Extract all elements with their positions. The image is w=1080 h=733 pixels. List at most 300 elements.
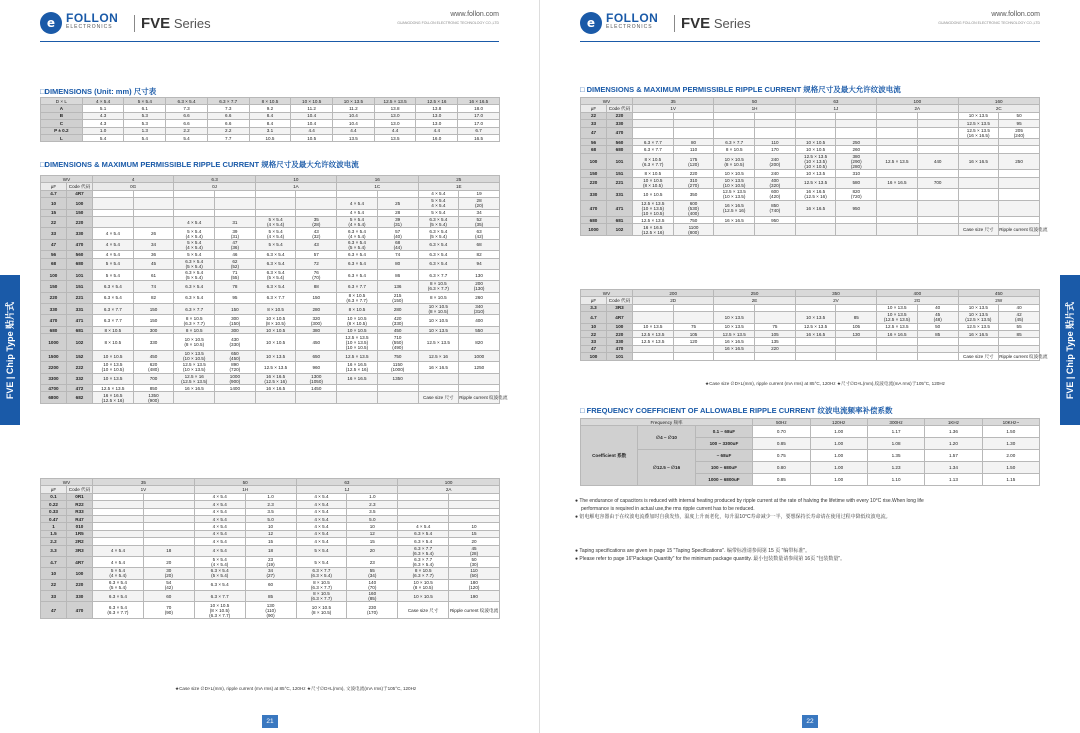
table-cell — [633, 312, 674, 323]
table-cell: 8 × 10.5 — [418, 292, 459, 303]
table-cell: 12.5 × 13.5 — [633, 330, 674, 337]
table-cell: 16 × 16.5 — [174, 385, 215, 392]
right-footnote: ★Case size ∅D×L(mm), ripple current (mA rms) at 85°C, 120Hz ★尺寸∅D×L(mm),纹波电流(mA rms)于105°C, 120Hz — [705, 381, 945, 386]
table-cell: 100 ~ 680uF — [695, 462, 752, 474]
table-cell: 46 — [215, 251, 256, 258]
table-cell: 4 × 5.4 — [296, 530, 347, 537]
brand-name: FOLLON — [66, 11, 119, 25]
voltage-header: 50 — [194, 479, 296, 486]
table-cell: 850 (740) — [755, 200, 796, 217]
table-cell: 6.3 × 5.4 (5 × 5.4) — [418, 228, 459, 239]
table-cell: 1.36 — [925, 426, 982, 438]
table-cell — [398, 515, 449, 522]
table-row — [581, 426, 1040, 438]
table-row — [581, 200, 1040, 217]
table-cell — [133, 216, 174, 227]
table-cell: 7.3 — [207, 105, 249, 112]
table-cell: 88 — [296, 281, 337, 292]
voltage-code: 1V — [633, 105, 714, 112]
table-cell — [133, 198, 174, 209]
table-cell: 43 (32) — [296, 228, 337, 239]
table-cell: 6.3 × 7.7 — [93, 304, 134, 315]
dimensions-table — [40, 97, 500, 142]
table-cell: 6.3 × 5.4 — [337, 251, 378, 258]
table-cell: 16 × 16.5 (12.5 × 16) — [93, 392, 134, 403]
site-url[interactable]: www.follon.com — [450, 11, 499, 18]
table-cell: 7.7 — [207, 134, 249, 141]
table-cell — [143, 501, 194, 508]
table-cell: 1.50 — [982, 426, 1039, 438]
size-label: ∅12.5 ~ ∅16 — [638, 450, 695, 486]
table-cell — [755, 304, 796, 311]
table-cell: 6.3 × 7.7 — [633, 146, 674, 153]
table-cell: 6.3 × 5.4 — [398, 538, 449, 545]
table-cell: 4 × 5.4 — [93, 545, 144, 556]
table-header-row — [581, 419, 1040, 426]
table-cell: 8 × 10.5 (6.3 × 7.7) — [174, 315, 215, 326]
table-cell: 8 × 10.5 (6.3 × 7.7) — [337, 292, 378, 303]
website — [938, 12, 1040, 26]
column-header: 1KHz — [925, 419, 982, 426]
table-cell: 30 (20) — [143, 568, 194, 579]
table-cell: 85 — [245, 591, 296, 602]
table-cell: 8 × 10.5 (6.3 × 7.7) — [398, 568, 449, 579]
voltage-header: 200 — [633, 290, 714, 297]
code-row — [581, 105, 1040, 112]
table-cell: 170 — [755, 146, 796, 153]
table-cell: 8 × 10.5 (6.3 × 7.7) — [418, 281, 459, 292]
table-cell: 62 (52) — [215, 258, 256, 269]
table-cell: 5.0 — [347, 515, 398, 522]
table-cell — [337, 392, 378, 403]
column-header: 6.3 × 5.4 — [166, 98, 208, 105]
table-cell — [418, 373, 459, 384]
table-cell — [337, 190, 378, 197]
table-cell — [143, 538, 194, 545]
table-cell: 1.10 — [867, 474, 924, 486]
table-cell: 136 — [377, 281, 418, 292]
table-cell: 332 — [67, 373, 93, 384]
table-cell: 4.3 — [82, 112, 124, 119]
table-row — [41, 579, 500, 590]
table-cell: 600 (420) — [755, 189, 796, 200]
table-cell: 19 — [459, 190, 500, 197]
table-cell: 5 × 5.4 4 × 5.4 — [418, 198, 459, 209]
table-cell: 36 — [133, 251, 174, 258]
table-cell — [714, 120, 755, 127]
table-cell: 10.5 — [249, 134, 291, 141]
table-row — [581, 345, 1040, 352]
voltage-header: 450 — [958, 290, 1040, 297]
table-cell: 4.7 — [41, 190, 67, 197]
table-cell: 16 × 16.5 — [337, 373, 378, 384]
table-row — [41, 530, 500, 537]
table-cell: L — [41, 134, 83, 141]
table-cell: 1.30 — [982, 438, 1039, 450]
table-cell: 1.57 — [925, 450, 982, 462]
table-cell: 20 — [143, 556, 194, 567]
table-cell: 16 × 16.5 — [958, 330, 999, 337]
table-cell: 56 — [41, 251, 67, 258]
code-label: Code 代码 — [607, 105, 633, 112]
table-cell: 1.00 — [810, 426, 867, 438]
code-row — [41, 486, 500, 493]
voltage-code: 1H — [714, 105, 795, 112]
note-1b: performance is required in actual use,the rms ripple current has to be reduced. — [581, 506, 755, 512]
table-cell: 75 — [755, 323, 796, 330]
table-cell — [633, 353, 674, 360]
table-cell — [255, 209, 296, 216]
table-cell: 120 — [673, 338, 714, 345]
table-cell: 68 (44) — [377, 239, 418, 250]
column-header: 120Hz — [810, 419, 867, 426]
table-cell: Ripple current 纹波电流 — [449, 602, 500, 619]
table-cell: 85 — [836, 312, 877, 323]
table-row — [41, 556, 500, 567]
table-row — [41, 392, 500, 403]
table-cell: 6.3 × 5.4 — [93, 281, 134, 292]
table-row — [41, 568, 500, 579]
wv-label: WV — [581, 290, 633, 297]
table-cell: 8 × 10.5 — [93, 334, 134, 351]
table-cell: 35 (28) — [296, 216, 337, 227]
table-row — [581, 153, 1040, 170]
table-cell: 220 — [581, 177, 607, 188]
table-cell: 1.50 — [982, 462, 1039, 474]
table-cell: 16.0 — [416, 134, 458, 141]
table-row — [41, 315, 500, 326]
table-row — [581, 338, 1040, 345]
table-row — [41, 209, 500, 216]
column-header: 8 × 10.5 — [249, 98, 291, 105]
table-cell: 10 × 13.5 (10 × 10.5) — [174, 350, 215, 361]
table-cell: 5.4 — [166, 134, 208, 141]
table-cell: 10 — [41, 198, 67, 209]
table-cell: 0R1 — [67, 493, 93, 500]
table-cell — [795, 120, 836, 127]
table-row — [41, 228, 500, 239]
table-cell — [877, 200, 918, 217]
table-cell: 10 × 13.5 — [93, 373, 134, 384]
table-cell: 330 — [607, 338, 633, 345]
table-cell: 16 × 16.5 — [795, 330, 836, 337]
voltage-header: 100 — [398, 479, 500, 486]
ripple-table-high-voltage — [40, 478, 500, 619]
table-cell: 4.7 — [581, 312, 607, 323]
table-cell: 34 (27) — [245, 568, 296, 579]
table-cell: 39 (31) — [377, 216, 418, 227]
table-cell: 1.08 — [867, 438, 924, 450]
table-cell: 3.5 — [245, 508, 296, 515]
table-cell: 8.4 — [249, 120, 291, 127]
table-cell — [999, 217, 1040, 224]
table-cell: 42 (45) — [999, 312, 1040, 323]
table-cell: 1.35 — [867, 450, 924, 462]
table-cell — [999, 345, 1040, 352]
table-cell — [795, 112, 836, 119]
column-header: 16 × 16.5 — [458, 98, 500, 105]
table-cell — [449, 493, 500, 500]
table-cell: 1000 — [41, 334, 67, 351]
table-cell: 10 × 10.5 — [418, 315, 459, 326]
table-cell: 6.3 × 5.4 — [194, 579, 245, 590]
table-cell: 47 — [41, 239, 67, 250]
table-cell: 150 — [67, 209, 93, 216]
table-cell — [714, 304, 755, 311]
side-tab-label: FVE | Chip Type 贴片式 — [1065, 301, 1076, 399]
table-cell: 12 — [347, 530, 398, 537]
table-cell: 10 × 10.5 — [633, 189, 674, 200]
table-row — [581, 112, 1040, 119]
table-cell: 74 — [377, 251, 418, 258]
table-cell: 4 × 5.4 — [194, 501, 245, 508]
table-cell — [143, 493, 194, 500]
table-cell: 16 × 16.5 (12.5 × 16) — [795, 189, 836, 200]
voltage-code: 2E — [714, 297, 795, 304]
table-cell: 4.4 — [374, 127, 416, 134]
table-row — [41, 385, 500, 392]
table-cell: 175 (120) — [673, 153, 714, 170]
table-cell: 1350 — [377, 373, 418, 384]
table-cell — [143, 523, 194, 530]
table-cell: 11.2 — [333, 105, 375, 112]
right-ripple-title: □ DIMENSIONS & MAXIMUM PERMISSIBLE RIPPLE CURRENT 规格尺寸及最大允许纹波电流 — [580, 85, 901, 94]
table-cell: 10 × 10.5 (8 × 10.5) (6.3 × 7.7) — [194, 602, 245, 619]
table-cell: 10 × 10.5 (8 × 10.5) — [633, 177, 674, 188]
ripple-table-low-voltage — [40, 175, 508, 404]
table-cell: 70 (90) — [143, 602, 194, 619]
table-cell: 140 (70) — [347, 579, 398, 590]
table-cell: R33 — [67, 508, 93, 515]
table-cell: 5 × 5.4 — [93, 258, 134, 269]
table-cell: 010 — [67, 523, 93, 530]
table-cell: 310 — [836, 170, 877, 177]
voltage-code: 2D — [633, 297, 714, 304]
table-cell: 1000 (900) — [215, 373, 256, 384]
table-cell: 4 × 5.4 — [194, 493, 245, 500]
voltage-header: 25 — [418, 176, 500, 183]
table-cell: 1450 — [296, 385, 337, 392]
table-cell: 0.85 — [753, 474, 810, 486]
company-name: GUANGDONG FOLLON ELECTRONIC TECHNOLOGY CO.,LTD — [938, 21, 1040, 25]
table-cell: 45 — [133, 258, 174, 269]
table-cell: 470 — [67, 239, 93, 250]
table-cell: 12.5 × 13.5 — [877, 323, 918, 330]
table-cell: 6.3 × 5.4 — [93, 292, 134, 303]
table-cell — [999, 338, 1040, 345]
table-cell: 680 — [607, 146, 633, 153]
table-cell: 221 — [607, 177, 633, 188]
wv-label: WV — [41, 176, 93, 183]
table-cell: 150 — [215, 304, 256, 315]
table-cell: 10 × 10.5 — [255, 326, 296, 333]
table-cell — [877, 138, 918, 145]
table-cell: 110 (50) — [449, 568, 500, 579]
uf-label: μF — [581, 297, 607, 304]
table-cell: 450 — [296, 334, 337, 351]
table-cell: 300 — [215, 326, 256, 333]
table-row — [41, 258, 500, 269]
table-cell: 6.3 × 5.4 — [255, 251, 296, 258]
table-cell: 10 × 13.5 — [255, 350, 296, 361]
size-label: ∅4 ~ ∅10 — [638, 426, 695, 450]
table-cell: 4R7 — [607, 312, 633, 323]
table-cell: 300 (150) — [215, 315, 256, 326]
table-cell: 23 (19) — [245, 556, 296, 567]
table-cell: 1500 — [41, 350, 67, 361]
site-url[interactable]: www.follon.com — [991, 11, 1040, 18]
table-cell: P ± 0.2 — [41, 127, 83, 134]
table-cell — [174, 190, 215, 197]
table-cell — [755, 120, 796, 127]
voltage-code: 1J — [795, 105, 876, 112]
table-cell — [917, 345, 958, 352]
column-header: 10 × 13.5 — [333, 98, 375, 105]
table-cell: 13.5 — [374, 134, 416, 141]
table-cell: 0.22 — [41, 501, 67, 508]
table-cell: 8 × 10.5 — [337, 304, 378, 315]
table-cell: 750 — [377, 350, 418, 361]
table-cell — [449, 508, 500, 515]
table-cell: 2.2 — [207, 127, 249, 134]
table-cell: 80 — [673, 138, 714, 145]
table-cell: 40 — [917, 304, 958, 311]
table-cell: 10 × 10.5 (8 × 10.5) — [255, 315, 296, 326]
table-cell: 13.0 — [416, 112, 458, 119]
table-cell — [633, 304, 674, 311]
table-cell: 13.0 — [416, 120, 458, 127]
table-cell: 101 — [607, 353, 633, 360]
table-row — [581, 177, 1040, 188]
table-cell — [143, 530, 194, 537]
table-cell: 50 (30) — [449, 556, 500, 567]
table-cell — [999, 170, 1040, 177]
table-cell: 10 × 10.5 — [795, 138, 836, 145]
table-cell: 25 — [377, 198, 418, 209]
frequency-table — [580, 418, 1040, 486]
table-cell: 80 — [377, 258, 418, 269]
table-cell — [215, 198, 256, 209]
table-cell: 12.5 × 16 — [418, 350, 459, 361]
column-header: 12.5 × 16 — [416, 98, 458, 105]
table-cell — [795, 304, 836, 311]
table-cell: 6.6 — [207, 112, 249, 119]
table-cell: 340 (310) — [459, 304, 500, 315]
table-cell — [917, 138, 958, 145]
table-cell — [398, 501, 449, 508]
table-cell — [133, 190, 174, 197]
table-cell: 380 (290) (280) — [836, 153, 877, 170]
table-cell: 4.4 — [416, 127, 458, 134]
voltage-header: 250 — [714, 290, 795, 297]
table-cell: 1.23 — [867, 462, 924, 474]
table-cell: 682 — [67, 392, 93, 403]
table-cell: 0.70 — [753, 426, 810, 438]
table-cell: 6.3 × 7.7 (6.3 × 5.4) — [398, 556, 449, 567]
table-cell: Ripple current 纹波电流 — [999, 353, 1048, 359]
table-cell: 12.5 × 13.5 — [337, 350, 378, 361]
table-cell: 60 — [143, 591, 194, 602]
table-cell: 820 (720) — [836, 189, 877, 200]
table-cell: 6.3 × 7.7 — [633, 138, 674, 145]
table-cell: 4R7 — [67, 556, 93, 567]
table-cell: 5 × 5.4 — [255, 239, 296, 250]
table-cell: 40 — [999, 304, 1040, 311]
table-cell: 220 — [673, 170, 714, 177]
table-cell: 2.00 — [982, 450, 1039, 462]
note-3: ● Taping specifications are given in page 15 "Taping Specifications". 编带标准请参阅第 15 页 "编带标准"。 — [575, 548, 811, 554]
table-cell: 15 — [347, 538, 398, 545]
table-cell: 6.7 — [458, 127, 500, 134]
uf-label: μF — [41, 486, 67, 493]
table-cell: 820 — [459, 334, 500, 351]
table-cell: 43 — [296, 239, 337, 250]
table-cell: 105 — [673, 330, 714, 337]
table-cell: 1150 (1000) — [377, 362, 418, 373]
table-cell: 1.34 — [925, 462, 982, 474]
table-cell — [795, 338, 836, 345]
table-cell: 3300 — [41, 373, 67, 384]
table-cell — [795, 353, 836, 360]
table-cell: 330 — [581, 189, 607, 200]
table-header-row — [41, 176, 500, 183]
table-cell: 47 — [41, 602, 67, 619]
table-header-row — [41, 98, 500, 105]
table-row — [41, 105, 500, 112]
table-cell: 331 — [67, 304, 93, 315]
table-cell: 4 × 5.4 — [194, 545, 245, 556]
table-row — [41, 602, 500, 619]
voltage-code: 1C — [337, 183, 418, 190]
table-cell: 10 × 13.5 — [418, 326, 459, 333]
code-label: Code 代码 — [607, 297, 633, 304]
table-cell: 16 × 16.5 — [255, 385, 296, 392]
table-row — [581, 120, 1040, 127]
table-row — [581, 138, 1040, 145]
table-cell: 12.5 × 13.5 — [714, 330, 755, 337]
table-cell: 4 × 5.4 — [93, 556, 144, 567]
table-cell — [917, 127, 958, 138]
table-cell: 34 — [459, 209, 500, 216]
table-row — [581, 450, 1040, 462]
table-cell — [877, 112, 918, 119]
table-cell: 100 — [67, 198, 93, 209]
table-cell: 16 × 16.5 (12.5 × 16) — [714, 200, 755, 217]
table-cell: 10 × 13.5 (12.5 × 13.5) — [958, 312, 999, 323]
table-cell: 2200 — [41, 362, 67, 373]
table-cell: 151 — [67, 281, 93, 292]
table-cell: 331 — [607, 189, 633, 200]
table-cell: 68 — [581, 146, 607, 153]
table-cell: 101 — [67, 269, 93, 280]
voltage-code: 1A — [255, 183, 336, 190]
table-cell — [93, 538, 144, 545]
ripple-table-35-160v — [580, 97, 1048, 236]
table-cell: 12.5 × 13.5 — [795, 323, 836, 330]
table-cell: 330 — [41, 304, 67, 315]
column-header: Frequency 频率 — [581, 419, 753, 426]
table-cell: 13.5 — [333, 134, 375, 141]
table-cell: 16 × 16.5 — [877, 330, 918, 337]
table-cell: 16.5 — [458, 134, 500, 141]
table-cell — [877, 120, 918, 127]
table-cell: 6.3 × 7.7 (6.3 × 5.4) — [296, 568, 347, 579]
table-cell — [174, 392, 215, 403]
table-cell: 8 × 10.5 — [93, 326, 134, 333]
table-cell: 1.00 — [810, 438, 867, 450]
table-cell: 4 × 5.4 — [194, 530, 245, 537]
note-1: ● The endurance of capacitors is reduced with internal heating produced by ripple current at the rate of halving the lifetime with every 10°C rise.When long life — [575, 498, 924, 504]
